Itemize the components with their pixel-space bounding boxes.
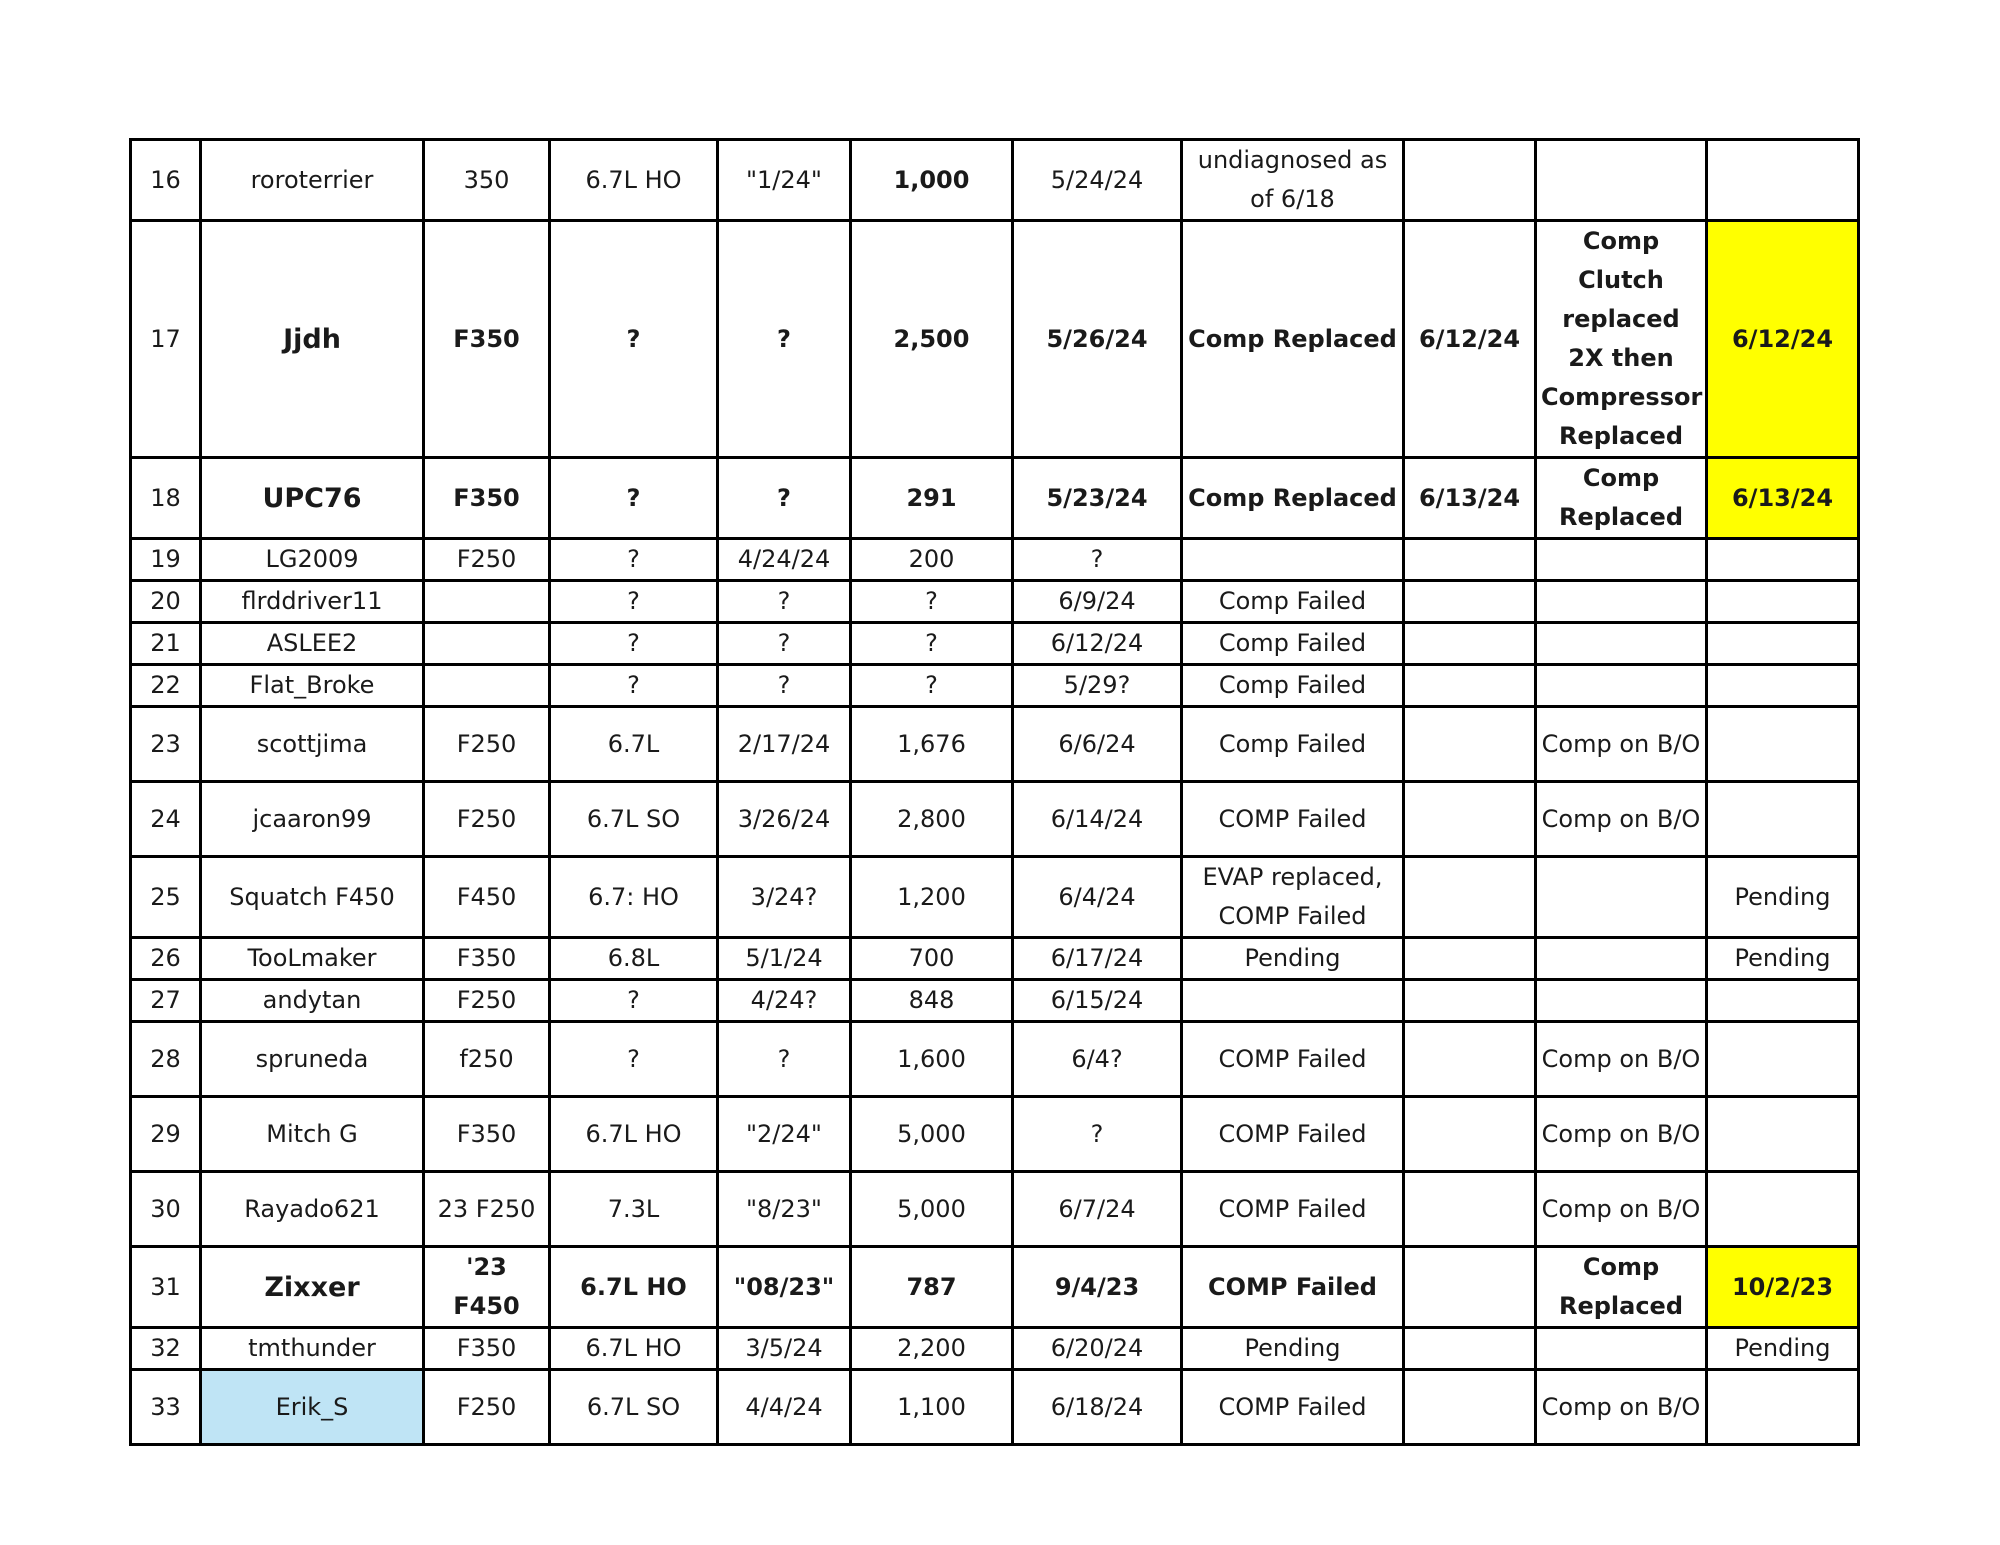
engine-cell: 6.7L (550, 707, 718, 782)
repair-date-cell (1404, 1328, 1536, 1370)
truck-model-cell (424, 581, 550, 623)
username-cell: roroterrier (201, 140, 424, 221)
closed-cell (1707, 782, 1859, 857)
closed-cell (1707, 581, 1859, 623)
mileage-cell: 848 (851, 980, 1013, 1022)
mileage-cell: ? (851, 665, 1013, 707)
table-row (131, 1097, 1859, 1172)
build-date-cell: 3/26/24 (718, 782, 851, 857)
fix-cell (1536, 581, 1707, 623)
fix-cell: Comp on B/O (1536, 1097, 1707, 1172)
username-cell: Squatch F450 (201, 857, 424, 938)
failure-date-cell: 6/7/24 (1013, 1172, 1182, 1247)
username-cell: UPC76 (201, 458, 424, 539)
truck-model-cell: F250 (424, 782, 550, 857)
engine-cell: ? (550, 665, 718, 707)
repair-date-cell: 6/12/24 (1404, 221, 1536, 458)
row-number-cell: 25 (131, 857, 201, 938)
engine-cell: ? (550, 581, 718, 623)
status-cell: Comp Failed (1182, 581, 1404, 623)
failure-date-cell: 5/29? (1013, 665, 1182, 707)
failure-date-cell: 6/12/24 (1013, 623, 1182, 665)
fix-cell: Comp Replaced (1536, 458, 1707, 539)
table-row (131, 581, 1859, 623)
repair-date-cell (1404, 581, 1536, 623)
failure-date-cell: 6/14/24 (1013, 782, 1182, 857)
closed-cell: Pending (1707, 938, 1859, 980)
mileage-cell: 1,100 (851, 1370, 1013, 1445)
failure-date-cell: 6/18/24 (1013, 1370, 1182, 1445)
truck-model-cell: F350 (424, 221, 550, 458)
username-cell: Zixxer (201, 1247, 424, 1328)
engine-cell: ? (550, 623, 718, 665)
failure-date-cell: 6/9/24 (1013, 581, 1182, 623)
build-date-cell: 3/5/24 (718, 1328, 851, 1370)
status-cell: COMP Failed (1182, 1370, 1404, 1445)
closed-cell: 10/2/23 (1707, 1247, 1859, 1328)
truck-model-cell: 23 F250 (424, 1172, 550, 1247)
engine-cell: 6.7L HO (550, 1328, 718, 1370)
username-cell: Jjdh (201, 221, 424, 458)
username-cell: Flat_Broke (201, 665, 424, 707)
username-cell: ASLEE2 (201, 623, 424, 665)
build-date-cell: 3/24? (718, 857, 851, 938)
table-row (131, 221, 1859, 458)
failure-date-cell: 6/20/24 (1013, 1328, 1182, 1370)
status-cell: COMP Failed (1182, 782, 1404, 857)
table-row (131, 140, 1859, 221)
fix-cell: Comp Replaced (1536, 1247, 1707, 1328)
truck-model-cell: F350 (424, 1097, 550, 1172)
table-row (131, 539, 1859, 581)
status-cell: COMP Failed (1182, 1247, 1404, 1328)
truck-model-cell: F350 (424, 1328, 550, 1370)
truck-model-cell: F350 (424, 458, 550, 539)
engine-cell: 6.7L HO (550, 1097, 718, 1172)
repair-date-cell (1404, 623, 1536, 665)
engine-cell: 6.7L SO (550, 1370, 718, 1445)
row-number-cell: 29 (131, 1097, 201, 1172)
truck-model-cell: '23 F450 (424, 1247, 550, 1328)
engine-cell: 6.8L (550, 938, 718, 980)
closed-cell (1707, 140, 1859, 221)
truck-model-cell: 350 (424, 140, 550, 221)
row-number-cell: 20 (131, 581, 201, 623)
fix-cell: Comp on B/O (1536, 1370, 1707, 1445)
build-date-cell: "1/24" (718, 140, 851, 221)
failure-date-cell: 9/4/23 (1013, 1247, 1182, 1328)
row-number-cell: 28 (131, 1022, 201, 1097)
failure-date-cell: ? (1013, 539, 1182, 581)
repair-date-cell: 6/13/24 (1404, 458, 1536, 539)
username-cell: jcaaron99 (201, 782, 424, 857)
table-row (131, 707, 1859, 782)
row-number-cell: 22 (131, 665, 201, 707)
mileage-cell: 2,200 (851, 1328, 1013, 1370)
closed-cell (1707, 539, 1859, 581)
truck-model-cell: F350 (424, 938, 550, 980)
mileage-cell: ? (851, 581, 1013, 623)
build-date-cell: 4/4/24 (718, 1370, 851, 1445)
fix-cell (1536, 623, 1707, 665)
status-cell (1182, 539, 1404, 581)
row-number-cell: 16 (131, 140, 201, 221)
failure-date-cell: ? (1013, 1097, 1182, 1172)
table-row (131, 1328, 1859, 1370)
build-date-cell: ? (718, 581, 851, 623)
mileage-cell: ? (851, 623, 1013, 665)
row-number-cell: 19 (131, 539, 201, 581)
mileage-cell: 2,500 (851, 221, 1013, 458)
fix-cell (1536, 857, 1707, 938)
truck-model-cell: F250 (424, 539, 550, 581)
row-number-cell: 18 (131, 458, 201, 539)
repair-date-cell (1404, 1247, 1536, 1328)
repair-date-cell (1404, 857, 1536, 938)
table-body (131, 140, 1859, 1445)
truck-model-cell: F250 (424, 980, 550, 1022)
table-row (131, 1247, 1859, 1328)
fix-cell (1536, 980, 1707, 1022)
build-date-cell: 5/1/24 (718, 938, 851, 980)
status-cell: Comp Failed (1182, 707, 1404, 782)
repair-date-cell (1404, 1097, 1536, 1172)
mileage-cell: 2,800 (851, 782, 1013, 857)
closed-cell: 6/13/24 (1707, 458, 1859, 539)
username-cell: flrddriver11 (201, 581, 424, 623)
table-row (131, 980, 1859, 1022)
status-cell: Comp Replaced (1182, 458, 1404, 539)
mileage-cell: 1,600 (851, 1022, 1013, 1097)
closed-cell (1707, 707, 1859, 782)
status-cell: Comp Failed (1182, 665, 1404, 707)
status-cell: COMP Failed (1182, 1172, 1404, 1247)
failure-date-cell: 6/4? (1013, 1022, 1182, 1097)
row-number-cell: 24 (131, 782, 201, 857)
build-date-cell: ? (718, 1022, 851, 1097)
table-row (131, 1172, 1859, 1247)
status-cell: Comp Replaced (1182, 221, 1404, 458)
engine-cell: ? (550, 221, 718, 458)
status-cell (1182, 980, 1404, 1022)
truck-model-cell: F450 (424, 857, 550, 938)
build-date-cell: "08/23" (718, 1247, 851, 1328)
row-number-cell: 27 (131, 980, 201, 1022)
fix-cell (1536, 665, 1707, 707)
status-cell: EVAP replaced, COMP Failed (1182, 857, 1404, 938)
truck-model-cell: F250 (424, 707, 550, 782)
row-number-cell: 30 (131, 1172, 201, 1247)
mileage-cell: 5,000 (851, 1097, 1013, 1172)
status-cell: COMP Failed (1182, 1022, 1404, 1097)
engine-cell: ? (550, 1022, 718, 1097)
username-cell: TooLmaker (201, 938, 424, 980)
table-row (131, 782, 1859, 857)
status-cell: Comp Failed (1182, 623, 1404, 665)
username-cell: tmthunder (201, 1328, 424, 1370)
status-cell: Pending (1182, 1328, 1404, 1370)
fix-cell: Comp on B/O (1536, 1022, 1707, 1097)
fix-cell: Comp Clutch replaced 2X then Compressor Replaced (1536, 221, 1707, 458)
table-row (131, 938, 1859, 980)
closed-cell (1707, 623, 1859, 665)
engine-cell: ? (550, 458, 718, 539)
build-date-cell: ? (718, 221, 851, 458)
status-cell: COMP Failed (1182, 1097, 1404, 1172)
closed-cell (1707, 665, 1859, 707)
mileage-cell: 1,200 (851, 857, 1013, 938)
fix-cell (1536, 539, 1707, 581)
build-date-cell: "2/24" (718, 1097, 851, 1172)
username-cell: Erik_S (201, 1370, 424, 1445)
build-date-cell: "8/23" (718, 1172, 851, 1247)
mileage-cell: 5,000 (851, 1172, 1013, 1247)
repair-date-cell (1404, 782, 1536, 857)
mileage-cell: 200 (851, 539, 1013, 581)
row-number-cell: 26 (131, 938, 201, 980)
closed-cell: Pending (1707, 857, 1859, 938)
build-date-cell: 2/17/24 (718, 707, 851, 782)
username-cell: LG2009 (201, 539, 424, 581)
engine-cell: 7.3L (550, 1172, 718, 1247)
repair-date-cell (1404, 707, 1536, 782)
build-date-cell: 4/24? (718, 980, 851, 1022)
engine-cell: 6.7L HO (550, 140, 718, 221)
status-cell: Pending (1182, 938, 1404, 980)
build-date-cell: 4/24/24 (718, 539, 851, 581)
table-row (131, 458, 1859, 539)
table-row (131, 1022, 1859, 1097)
truck-model-cell: F250 (424, 1370, 550, 1445)
row-number-cell: 31 (131, 1247, 201, 1328)
mileage-cell: 700 (851, 938, 1013, 980)
engine-cell: ? (550, 980, 718, 1022)
repair-date-cell (1404, 980, 1536, 1022)
engine-cell: 6.7: HO (550, 857, 718, 938)
row-number-cell: 21 (131, 623, 201, 665)
closed-cell (1707, 1172, 1859, 1247)
username-cell: scottjima (201, 707, 424, 782)
closed-cell (1707, 980, 1859, 1022)
repair-date-cell (1404, 539, 1536, 581)
failure-tracker-table (129, 138, 1860, 1446)
truck-model-cell (424, 623, 550, 665)
truck-model-cell (424, 665, 550, 707)
repair-date-cell (1404, 1022, 1536, 1097)
fix-cell: Comp on B/O (1536, 782, 1707, 857)
repair-date-cell (1404, 938, 1536, 980)
engine-cell: ? (550, 539, 718, 581)
fix-cell (1536, 1328, 1707, 1370)
engine-cell: 6.7L HO (550, 1247, 718, 1328)
fix-cell (1536, 938, 1707, 980)
closed-cell: 6/12/24 (1707, 221, 1859, 458)
row-number-cell: 32 (131, 1328, 201, 1370)
build-date-cell: ? (718, 458, 851, 539)
mileage-cell: 1,000 (851, 140, 1013, 221)
fix-cell: Comp on B/O (1536, 1172, 1707, 1247)
mileage-cell: 1,676 (851, 707, 1013, 782)
mileage-cell: 787 (851, 1247, 1013, 1328)
table-row (131, 623, 1859, 665)
row-number-cell: 23 (131, 707, 201, 782)
username-cell: Rayado621 (201, 1172, 424, 1247)
closed-cell (1707, 1370, 1859, 1445)
failure-date-cell: 5/24/24 (1013, 140, 1182, 221)
row-number-cell: 33 (131, 1370, 201, 1445)
row-number-cell: 17 (131, 221, 201, 458)
mileage-cell: 291 (851, 458, 1013, 539)
truck-model-cell: f250 (424, 1022, 550, 1097)
fix-cell (1536, 140, 1707, 221)
failure-date-cell: 5/23/24 (1013, 458, 1182, 539)
failure-date-cell: 6/6/24 (1013, 707, 1182, 782)
failure-date-cell: 6/17/24 (1013, 938, 1182, 980)
repair-date-cell (1404, 140, 1536, 221)
closed-cell (1707, 1022, 1859, 1097)
build-date-cell: ? (718, 623, 851, 665)
repair-date-cell (1404, 665, 1536, 707)
fix-cell: Comp on B/O (1536, 707, 1707, 782)
username-cell: Mitch G (201, 1097, 424, 1172)
table-row (131, 857, 1859, 938)
failure-date-cell: 6/15/24 (1013, 980, 1182, 1022)
table-row (131, 665, 1859, 707)
build-date-cell: ? (718, 665, 851, 707)
repair-date-cell (1404, 1172, 1536, 1247)
failure-date-cell: 6/4/24 (1013, 857, 1182, 938)
failure-date-cell: 5/26/24 (1013, 221, 1182, 458)
username-cell: spruneda (201, 1022, 424, 1097)
closed-cell (1707, 1097, 1859, 1172)
repair-date-cell (1404, 1370, 1536, 1445)
status-cell: undiagnosed as of 6/18 (1182, 140, 1404, 221)
closed-cell: Pending (1707, 1328, 1859, 1370)
engine-cell: 6.7L SO (550, 782, 718, 857)
table-row (131, 1370, 1859, 1445)
username-cell: andytan (201, 980, 424, 1022)
